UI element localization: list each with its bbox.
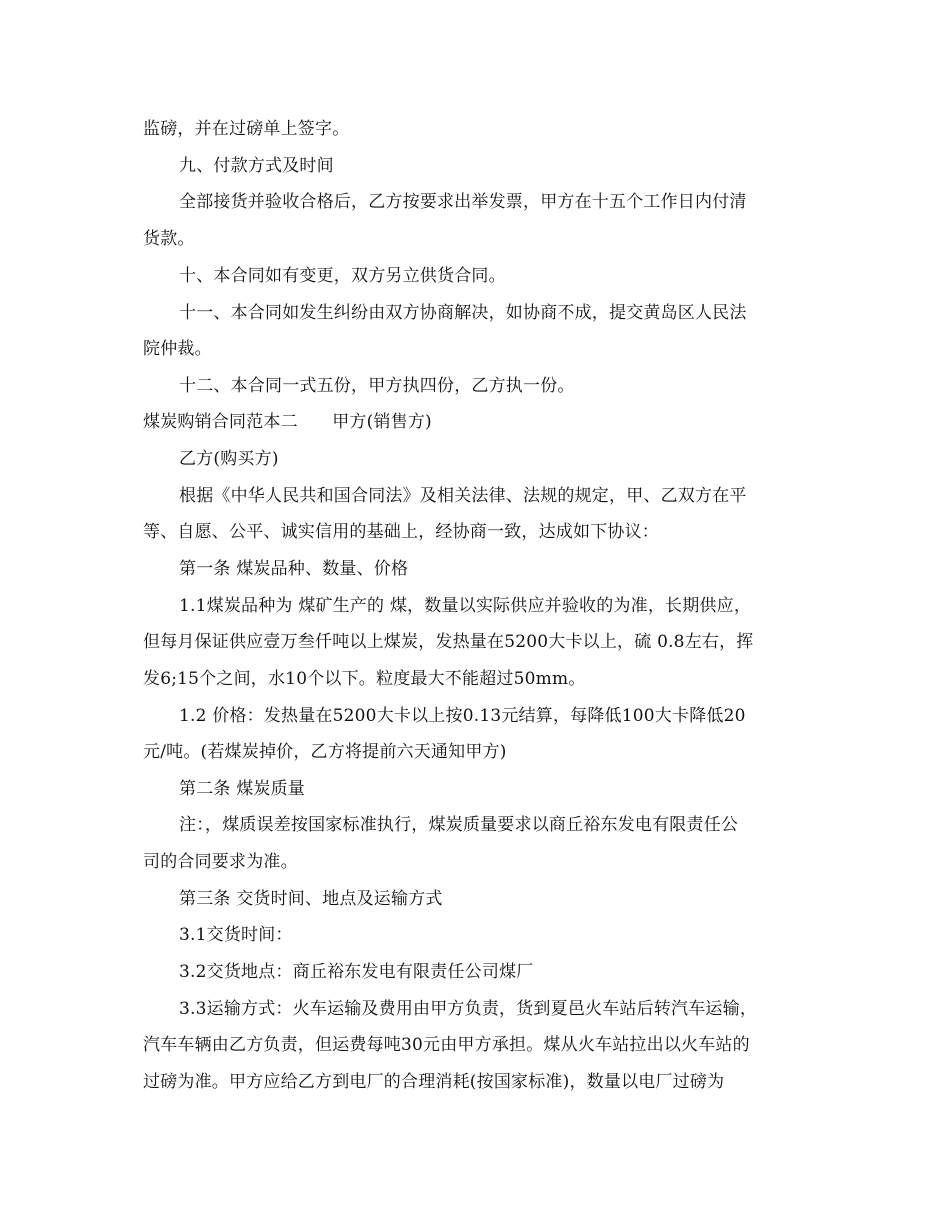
document-title: 煤炭购销合同范本二 甲方(销售方) — [143, 412, 432, 432]
text-line: 全部接货并验收合格后，乙方按要求出举发票，甲方在十五个工作日内付清 — [179, 192, 747, 212]
text-line: 院仲裁。 — [143, 339, 212, 359]
text-line: 司的合同要求为准。 — [143, 852, 298, 872]
text-line: 乙方(购买方) — [179, 449, 279, 469]
text-line: 3.1交货时间： — [179, 925, 293, 945]
text-line: 元/吨。(若煤炭掉价，乙方将提前六天通知甲方) — [143, 742, 507, 762]
text-line: 1.2 价格：发热量在5200大卡以上按0.13元结算，每降低100大卡降低20 — [179, 706, 746, 726]
text-line: 发6;15个之间，水10个以下。粒度最大不能超过50mm。 — [143, 669, 586, 689]
text-line: 十一、本合同如发生纠纷由双方协商解决，如协商不成，提交黄岛区人民法 — [179, 303, 747, 323]
text-line: 3.2交货地点：商丘裕东发电有限责任公司煤厂 — [179, 962, 534, 982]
text-line: 但每月保证供应壹万叁仟吨以上煤炭，发热量在5200大卡以上，硫 0.8左右，挥 — [143, 632, 754, 652]
section-heading: 第一条 煤炭品种、数量、价格 — [179, 559, 409, 579]
text-line: 过磅为准。甲方应给乙方到电厂的合理消耗(按国家标准)，数量以电厂过磅为 — [143, 1072, 725, 1092]
text-line: 注：，煤质误差按国家标准执行，煤炭质量要求以商丘裕东发电有限责任公 — [179, 815, 739, 835]
text-line: 3.3运输方式：火车运输及费用由甲方负责，货到夏邑火车站后转汽车运输， — [179, 999, 758, 1019]
text-line: 等、自愿、公平、诚实信用的基础上，经协商一致，达成如下协议： — [143, 522, 659, 542]
text-line: 货款。 — [143, 229, 195, 249]
section-heading: 第二条 煤炭质量 — [179, 779, 306, 799]
text-line: 1.1煤炭品种为 煤矿生产的 煤，数量以实际供应并验收的为准，长期供应， — [179, 596, 752, 616]
text-line: 根据《中华人民共和国合同法》及相关法律、法规的规定，甲、乙双方在平 — [179, 486, 747, 506]
section-heading: 第三条 交货时间、地点及运输方式 — [179, 889, 443, 909]
text-line: 监磅，并在过磅单上签字。 — [143, 119, 350, 139]
text-line: 十二、本合同一式五份，甲方执四份，乙方执一份。 — [179, 376, 575, 396]
text-line: 汽车车辆由乙方负责，但运费每吨30元由甲方承担。煤从火车站拉出以火车站的 — [143, 1035, 750, 1055]
section-heading: 九、付款方式及时间 — [179, 156, 334, 176]
text-line: 十、本合同如有变更，双方另立供货合同。 — [179, 266, 506, 286]
